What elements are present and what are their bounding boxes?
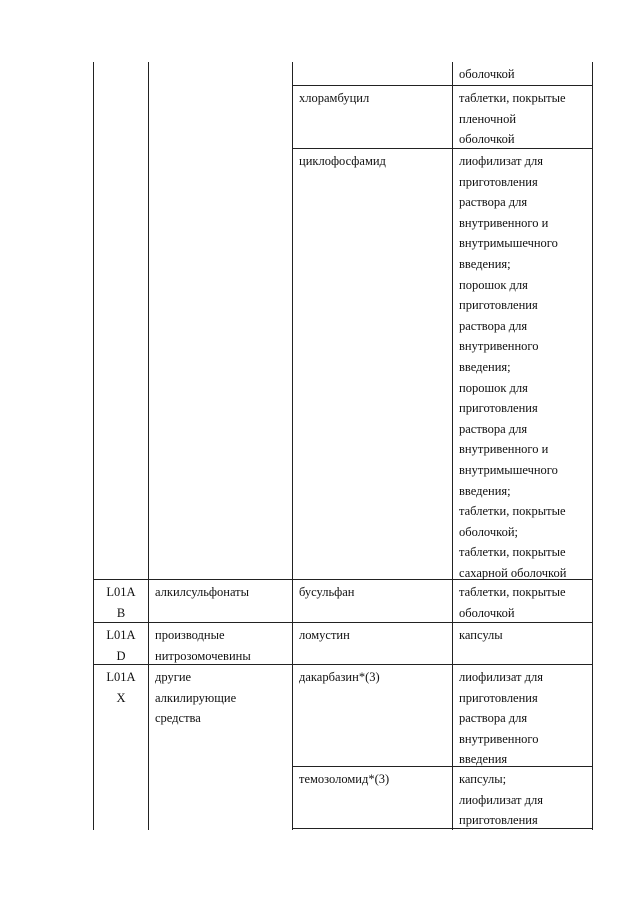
form-line: оболочкой <box>459 132 515 147</box>
form-line: введения; <box>459 359 511 374</box>
form-cell <box>459 769 543 831</box>
form-line: раствора для <box>459 318 528 333</box>
group-line: другие <box>155 670 192 684</box>
row-divider <box>292 828 593 829</box>
form-line: таблетки, покрытые <box>459 504 566 519</box>
form-line: введения; <box>459 256 511 271</box>
code-line: L01A <box>106 585 136 599</box>
form-line: оболочкой <box>459 67 515 81</box>
table-border-right <box>592 62 593 830</box>
form-line: внутривенного и <box>459 442 549 457</box>
form-line: таблетки, покрытые <box>459 585 566 599</box>
drug-name: темозоломид*(3) <box>299 772 390 786</box>
column-divider-code <box>148 62 149 830</box>
drug-cell <box>299 667 380 688</box>
form-line: введения <box>459 752 508 767</box>
code-line: L01A <box>106 628 136 642</box>
form-cell <box>459 64 515 85</box>
form-line: пленочной <box>459 111 517 126</box>
code-line: X <box>116 690 126 705</box>
form-line: раствора для <box>459 711 528 726</box>
drug-name: циклофосфамид <box>299 154 386 168</box>
code-line: L01A <box>106 670 136 684</box>
form-line: капсулы <box>459 628 503 642</box>
group-line: алкилсульфонаты <box>155 585 250 599</box>
drug-cell <box>299 151 386 172</box>
code-line: D <box>116 648 126 663</box>
code-cell <box>96 582 146 623</box>
form-line: введения; <box>459 483 511 498</box>
group-cell <box>155 625 251 666</box>
form-line: раствора для <box>459 195 528 210</box>
form-line: таблетки, покрытые <box>459 91 566 105</box>
group-cell <box>155 667 236 729</box>
form-cell <box>459 582 566 623</box>
group-line: алкилирующие <box>155 690 237 705</box>
drug-cell <box>299 625 350 646</box>
drug-name: хлорамбуцил <box>299 91 370 105</box>
form-line: таблетки, покрытые <box>459 545 566 560</box>
form-line: внутривенного <box>459 339 539 354</box>
form-line: порошок для <box>459 380 528 395</box>
form-line: оболочкой <box>459 605 515 620</box>
form-line: раствора для <box>459 421 528 436</box>
form-line: внутривенного и <box>459 215 549 230</box>
drug-cell <box>299 582 355 603</box>
form-line: капсулы; <box>459 772 507 786</box>
group-cell <box>155 582 249 603</box>
table-border-left <box>93 62 94 830</box>
form-line: сахарной оболочкой <box>459 565 567 580</box>
form-line: приготовления <box>459 298 538 313</box>
form-cell <box>459 151 566 583</box>
form-cell <box>459 88 566 150</box>
drug-name: ломустин <box>299 628 350 642</box>
code-line: B <box>116 605 126 620</box>
form-line: лиофилизат для <box>459 792 543 807</box>
form-cell <box>459 667 543 770</box>
form-line: порошок для <box>459 277 528 292</box>
column-divider-group <box>292 62 293 830</box>
code-cell <box>96 667 146 708</box>
form-line: приготовления <box>459 401 538 416</box>
drug-cell <box>299 88 369 109</box>
row-divider <box>292 766 593 767</box>
drug-name: бусульфан <box>299 585 355 599</box>
form-line: приготовления <box>459 813 538 828</box>
form-line: внутримышечного <box>459 462 558 477</box>
group-line: производные <box>155 628 225 642</box>
form-line: лиофилизат для <box>459 154 543 168</box>
form-line: лиофилизат для <box>459 670 543 684</box>
form-cell <box>459 625 503 646</box>
code-cell <box>96 625 146 666</box>
form-line: оболочкой; <box>459 524 518 539</box>
drug-cell <box>299 769 389 790</box>
group-line: нитрозомочевины <box>155 648 251 663</box>
column-divider-drug <box>452 62 453 830</box>
form-line: внутримышечного <box>459 236 558 251</box>
form-line: внутривенного <box>459 731 539 746</box>
row-divider <box>292 85 593 86</box>
group-line: средства <box>155 711 201 726</box>
drug-name: дакарбазин*(3) <box>299 670 380 684</box>
form-line: приготовления <box>459 174 538 189</box>
form-line: приготовления <box>459 690 538 705</box>
